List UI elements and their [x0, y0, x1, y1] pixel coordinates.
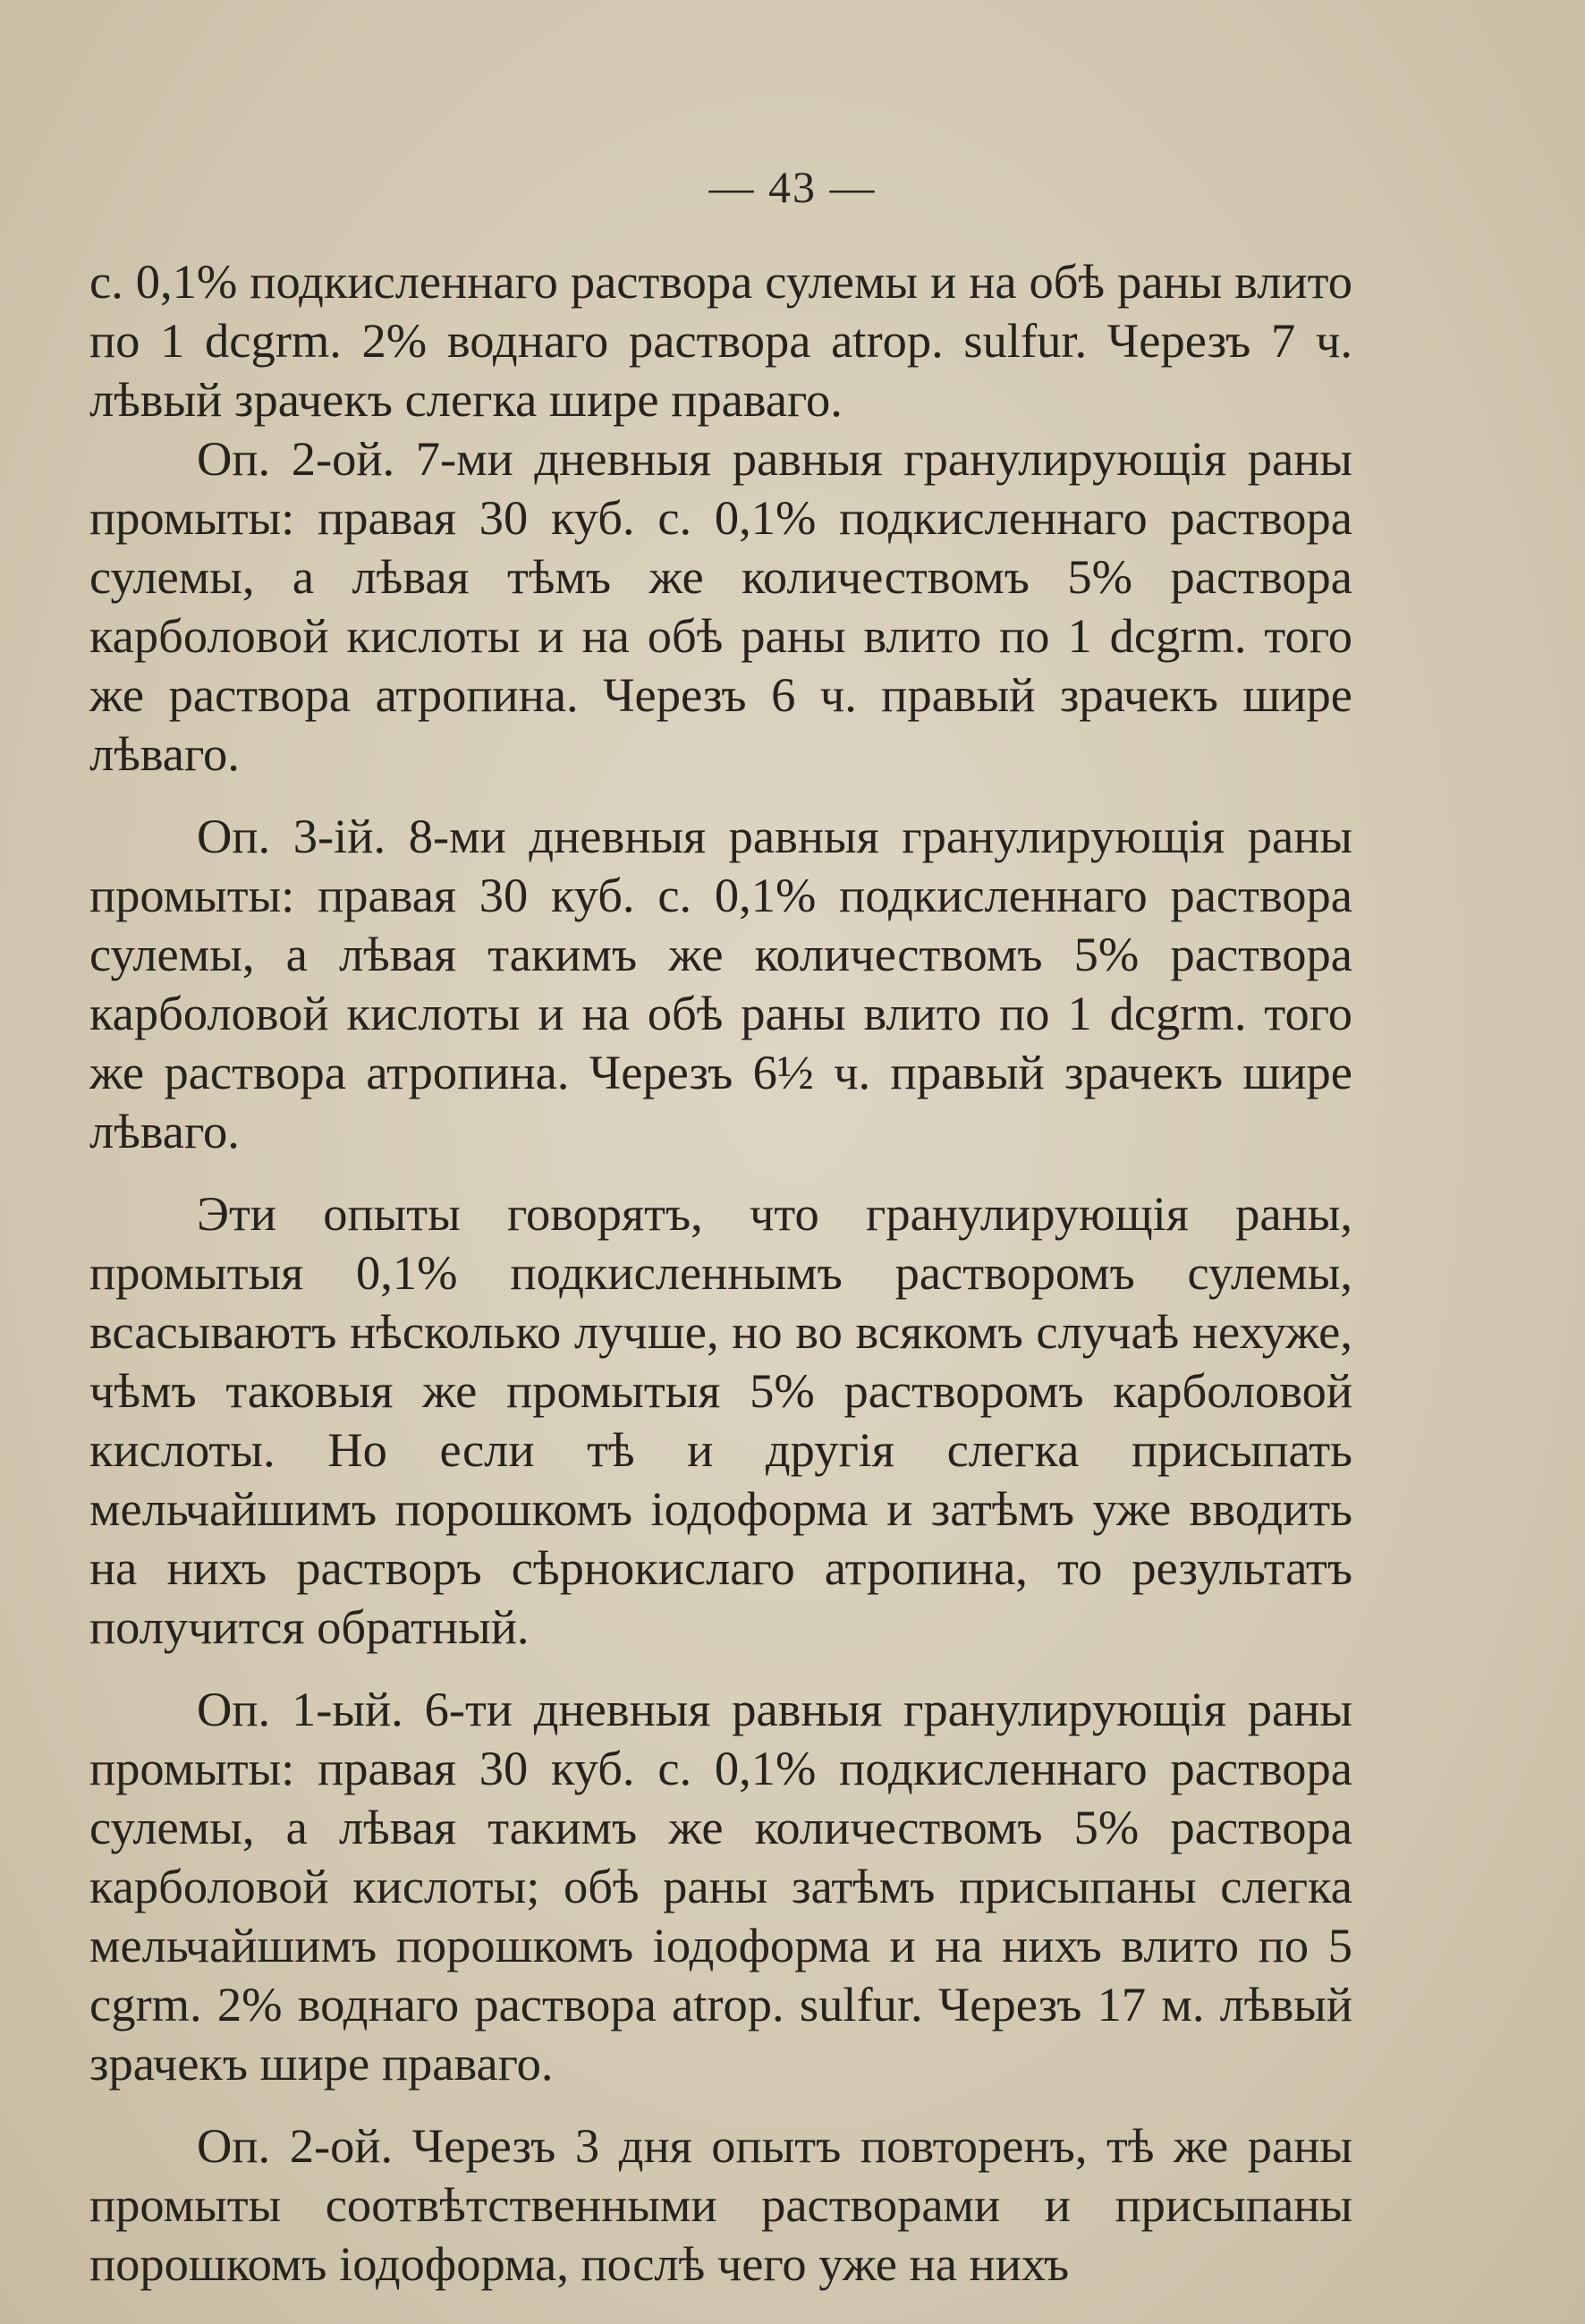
- paragraph-experiment-3: Оп. 3-ій. 8-ми дневныя равныя гранулирующія раны промыты: правая 30 куб. с. 0,1% подкисленнаго раствора сулемы, а лѣвая такимъ же количествомъ 5% раствора карболовой кислоты и на обѣ раны влито по 1 dcgrm. того же раствора атропина. Черезъ 6½ ч. правый зрачекъ шире лѣваго.: [89, 809, 1352, 1158]
- page-number: — 43 —: [708, 162, 877, 212]
- paragraph-conclusion: Эти опыты говорятъ, что гранулирующія раны, промытыя 0,1% подкисленнымъ растворомъ сулемы, всасываютъ нѣсколько лучше, но во всякомъ случаѣ нехуже, чѣмъ таковыя же промытыя 5% растворомъ карболовой кислоты. Но если тѣ и другія слегка присыпать мельчайшимъ порошкомъ іодоформа и затѣмъ уже вводить на нихъ растворъ сѣрнокислаго атропина, то результатъ получится обратный.: [89, 1186, 1352, 1654]
- paragraph-continued: с. 0,1% подкисленнаго раствора сулемы и на обѣ раны влито по 1 dcgrm. 2% воднаго раствора atrop. sulfur. Черезъ 7 ч. лѣвый зрачекъ слегка шире праваго.: [89, 254, 1352, 427]
- paragraph-experiment-1-iodoform: Оп. 1-ый. 6-ти дневныя равныя гранулирующія раны промыты: правая 30 куб. с. 0,1% подкисленнаго раствора сулемы, а лѣвая такимъ же количествомъ 5% раствора карболовой кислоты; обѣ раны затѣмъ присыпаны слегка мельчайшимъ порошкомъ іодоформа и на нихъ влито по 5 cgrm. 2% воднаго раствора atrop. sulfur. Черезъ 17 м. лѣвый зрачекъ шире праваго.: [89, 1682, 1352, 2091]
- paragraph-experiment-2-iodoform: Оп. 2-ой. Черезъ 3 дня опытъ повторенъ, тѣ же раны промыты соотвѣтственными растворами и присыпаны порошкомъ іодоформа, послѣ чего уже на нихъ: [89, 2118, 1352, 2291]
- page-body: [89, 252, 1352, 2294]
- paragraph-experiment-2: Оп. 2-ой. 7-ми дневныя равныя гранулирующія раны промыты: правая 30 куб. с. 0,1% подкисленнаго раствора сулемы, а лѣвая тѣмъ же количествомъ 5% раствора карболовой кислоты и на обѣ раны влито по 1 dcgrm. того же раствора атропина. Черезъ 6 ч. правый зрачекъ шире лѣваго.: [89, 431, 1352, 781]
